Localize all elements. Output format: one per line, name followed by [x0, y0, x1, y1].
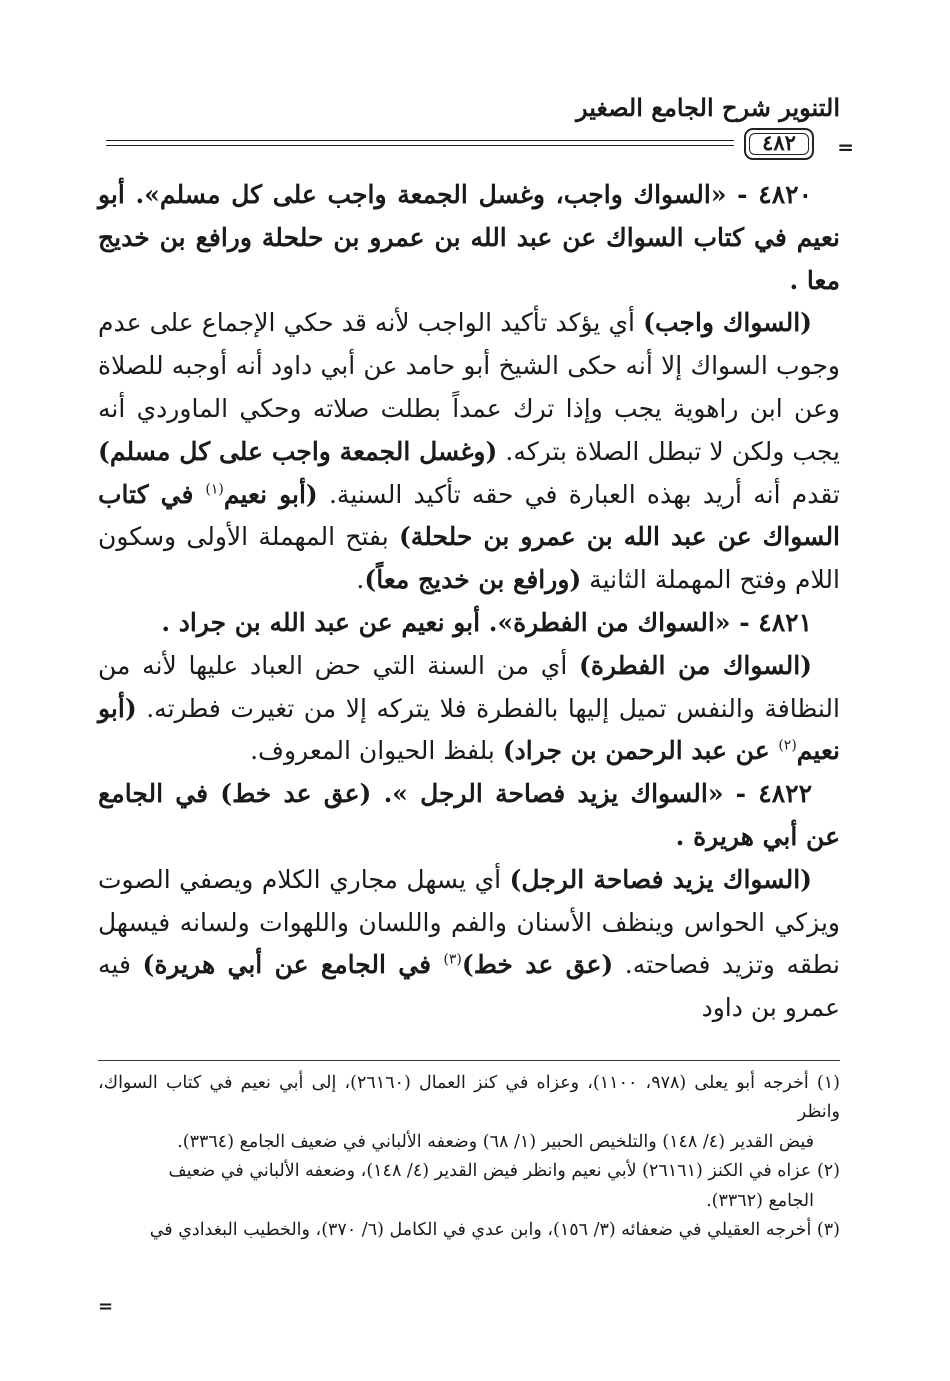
hadith-4820 [98, 174, 840, 302]
page-number: ٤٨٢ [762, 130, 796, 155]
commentary-4821 [98, 645, 840, 773]
footnote-2-continued: الجامع (٣٣٦٢). [706, 1190, 814, 1211]
hadith-text: «السواك يزيد فصاحة الرجل ». (عق عد خط) في الجامع عن أبي هريرة . [98, 779, 840, 851]
main-text [98, 174, 840, 1030]
page-number-frame [749, 133, 809, 155]
quoted-phrase: (وغسل الجمعة واجب على كل مسلم) [98, 436, 498, 466]
commentary-text: أي من السنة التي حض العباد عليها لأنه من النظافة والنفس تميل إليها بالفطرة فلا يتركه إلا من تغيرت فطرته. [98, 650, 840, 723]
quoted-phrase: (السواك من الفطرة) [579, 650, 812, 680]
continuation-mark: = [98, 1296, 114, 1317]
commentary-text: فيه عمرو بن داود [98, 950, 840, 1023]
commentary-text: . [356, 565, 365, 595]
commentary-4820 [98, 302, 840, 602]
footnote-2: (٢) عزاه في الكنز (٢٦١٦١) لأبي نعيم وانظر فيض القدير (٤/ ١٤٨)، وضعفه الألباني في ضعيف [168, 1161, 840, 1182]
footnote-ref: (٢) [778, 738, 797, 755]
commentary-text: بلفظ الحيوان المعروف. [250, 736, 503, 766]
commentary-4822 [98, 859, 840, 1030]
quoted-phrase: (السواك واجب) [643, 308, 812, 338]
running-header [98, 92, 840, 134]
hadith-number: ٤٨٢١ - [730, 607, 812, 637]
double-rule-top [106, 140, 734, 141]
book-title: التنوير شرح الجامع الصغير [576, 93, 840, 122]
page-number-dash: = [837, 135, 854, 159]
page [98, 92, 854, 1317]
hadith-number: ٤٨٢٢ - [723, 779, 812, 809]
quoted-phrase: (ورافع بن خديج معاً) [364, 565, 582, 595]
quoted-phrase: (أبو نعيم [223, 479, 318, 509]
footnote-1: (١) أخرجه أبو يعلى (٩٧٨، ١١٠٠)، وعزاه في كنز العمال (٢٦١٦٠)، إلى أبي نعيم في كتاب السواك، وانظر [98, 1072, 840, 1123]
quoted-phrase: عن عبد الرحمن بن جراد) [502, 736, 779, 766]
hadith-text: «السواك من الفطرة». أبو نعيم عن عبد الله بن جراد . [161, 607, 731, 637]
hadith-4822 [98, 773, 840, 859]
commentary-text: أي يسهل مجاري الكلام ويصفي الصوت ويزكي الحواس وينظف الأسنان والفم واللسان واللهوات ولسانه فيسهل نطقه وتزيد فصاحته. [98, 864, 840, 980]
hadith-text: «السواك واجب، وغسل الجمعة واجب على كل مسلم». أبو نعيم في كتاب السواك عن عبد الله بن عمرو بن حلحلة ورافع بن خديج معا . [98, 180, 840, 295]
quoted-phrase: (السواك يزيد فصاحة الرجل) [509, 864, 812, 894]
footnote-ref: (٣) [443, 952, 462, 969]
page-number-box [744, 128, 814, 160]
commentary-text: تقدم أنه أريد بهذه العبارة في حقه تأكيد السنية. [317, 479, 840, 509]
footnote-3: (٣) أخرجه العقيلي في ضعفائه (٣/ ١٥٦)، وابن عدي في الكامل (٦/ ٣٧٠)، والخطيب البغدادي في [149, 1220, 840, 1241]
quoted-phrase: (عق عد خط) [461, 950, 614, 980]
footnotes [98, 1069, 840, 1246]
commentary-text: أي يؤكد تأكيد الواجب لأنه قد حكي الإجماع على عدم وجوب السواك إلا أنه حكى الشيخ أبو حامد عن أبي داود أنه أوجبه للصلاة وعن ابن راهوية يجب وإذا ترك عمداً بطلت صلاته وحكي الماوردي أنه يجب ولكن لا تبطل الصلاة بتركه. [98, 308, 841, 466]
footnote-1-continued: فيض القدير (٤/ ١٤٨) والتلخيص الحبير (١/ ٦٨) وضعفه الألباني في ضعيف الجامع (٣٣٦٤). [177, 1131, 814, 1152]
quoted-phrase: في الجامع عن أبي هريرة) [142, 950, 444, 980]
footnote-ref: (١) [205, 481, 224, 498]
hadith-number: ٤٨٢٠ - [726, 180, 812, 209]
hadith-4821 [98, 602, 840, 645]
footnote-separator [98, 1060, 840, 1061]
quoted-phrase: (أبو نعيم [98, 693, 840, 766]
header-rule [98, 130, 854, 164]
quoted-phrase: في كتاب السواك عن عبد الله بن عمرو بن حلحلة) [98, 479, 841, 552]
commentary-text: بفتح المهملة الأولى وسكون اللام وفتح المهملة الثانية [98, 522, 840, 595]
double-rule-bottom [106, 145, 734, 146]
